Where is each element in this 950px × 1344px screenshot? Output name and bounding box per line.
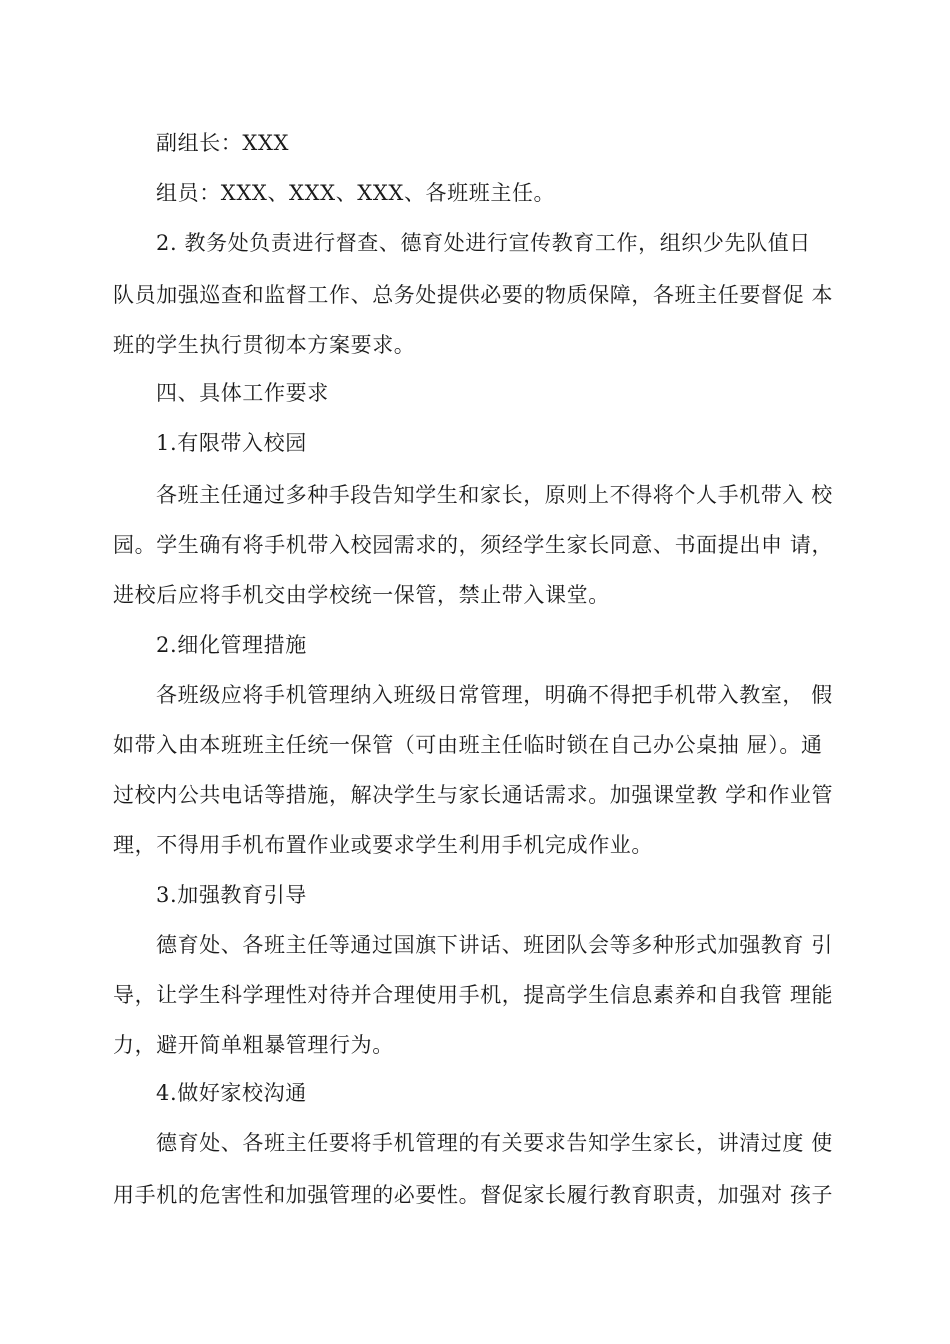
paragraph-line: 园。学生确有将手机带入校园需求的，须经学生家长同意、书面提出申 请，: [113, 533, 834, 557]
paragraph-line: 导，让学生科学理性对待并合理使用手机，提高学生信息素养和自我管 理能: [113, 983, 834, 1007]
paragraph-line: 班的学生执行贯彻本方案要求。: [113, 333, 416, 357]
paragraph-line: 各班主任通过多种手段告知学生和家长，原则上不得将个人手机带入 校: [156, 483, 833, 507]
paragraph-line: 2. 教务处负责进行督查、德育处进行宣传教育工作，组织少先队值日: [156, 231, 811, 255]
paragraph-line: 德育处、各班主任等通过国旗下讲话、班团队会等多种形式加强教育 引: [156, 933, 833, 957]
paragraph-line: 过校内公共电话等措施，解决学生与家长通话需求。加强课堂教 学和作业管: [113, 783, 834, 807]
subsection-heading: 4.做好家校沟通: [156, 1081, 307, 1105]
subsection-heading: 3.加强教育引导: [156, 883, 307, 907]
paragraph-line: 力，避开简单粗暴管理行为。: [113, 1033, 394, 1057]
paragraph-line: 各班级应将手机管理纳入班级日常管理，明确不得把手机带入教室， 假: [156, 683, 833, 707]
section-heading: 四、具体工作要求: [156, 381, 329, 405]
paragraph-line: 理，不得用手机布置作业或要求学生利用手机完成作业。: [113, 833, 653, 857]
subsection-heading: 2.细化管理措施: [156, 633, 307, 657]
vice-leader-line: 副组长：XXX: [156, 131, 290, 155]
paragraph-line: 进校后应将手机交由学校统一保管，禁止带入课堂。: [113, 583, 610, 607]
paragraph-line: 用手机的危害性和加强管理的必要性。督促家长履行教育职责，加强对 孩子: [113, 1183, 834, 1207]
paragraph-line: 德育处、各班主任要将手机管理的有关要求告知学生家长，讲清过度 使: [156, 1131, 833, 1155]
subsection-heading: 1.有限带入校园: [156, 431, 307, 455]
members-line: 组员：XXX、XXX、XXX、各班班主任。: [156, 181, 556, 205]
paragraph-line: 队员加强巡查和监督工作、总务处提供必要的物质保障，各班主任要督促 本: [113, 283, 834, 307]
paragraph-line: 如带入由本班班主任统一保管（可由班主任临时锁在自己办公桌抽 屉）。通: [113, 733, 823, 757]
